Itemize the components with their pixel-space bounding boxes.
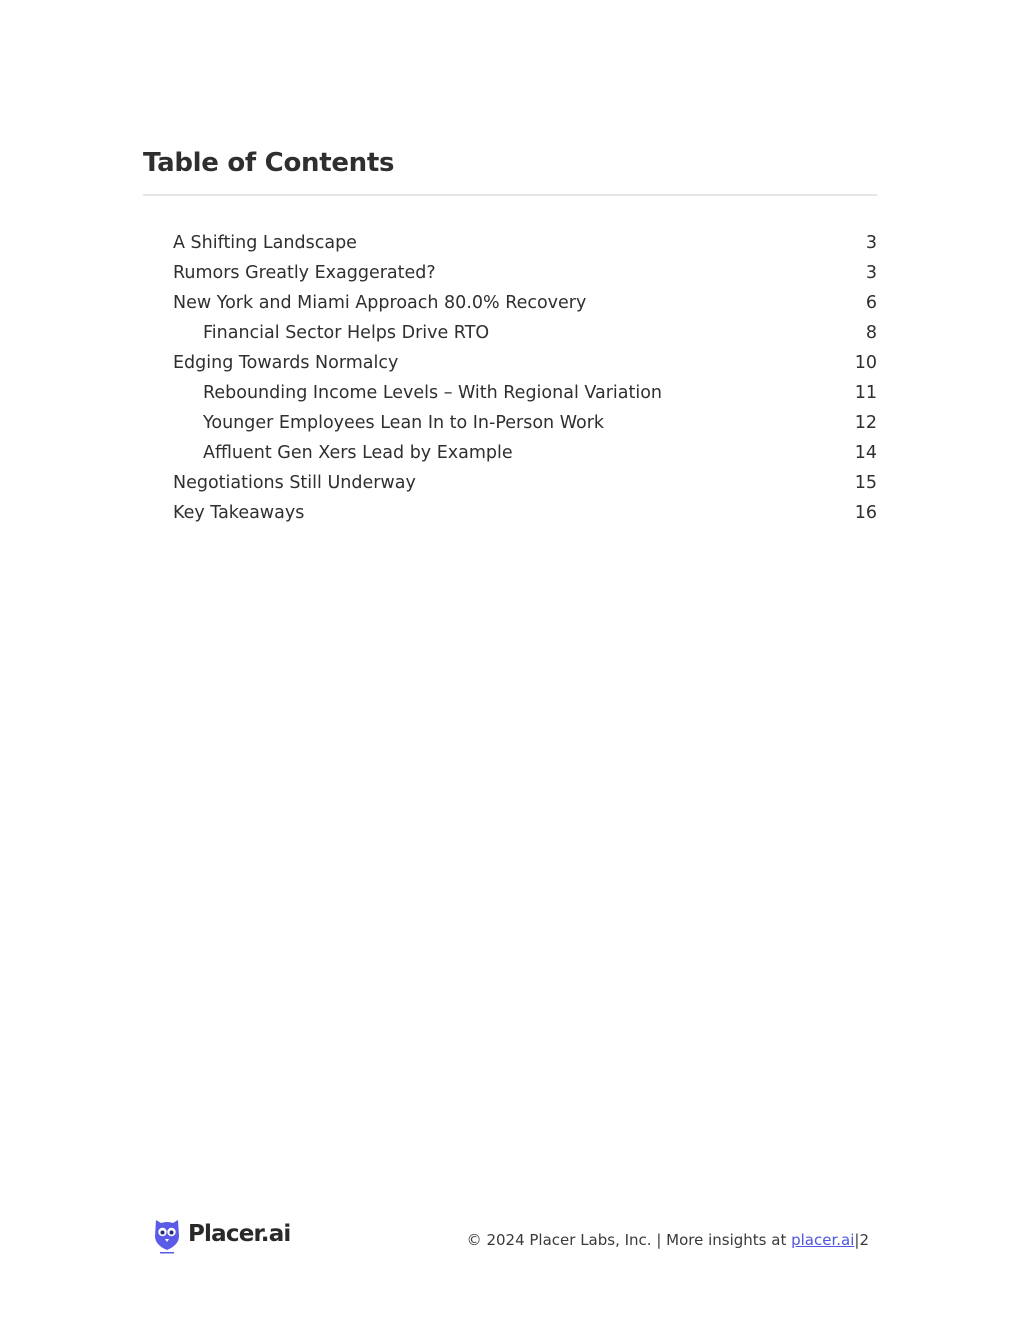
toc-entry[interactable]	[143, 288, 877, 318]
page-title: Table of Contents	[143, 148, 395, 178]
logo-wordmark: Placer.ai	[188, 1221, 291, 1247]
footer-logo	[152, 1213, 291, 1255]
toc-entry-page: 3	[865, 263, 877, 283]
footer-copyright	[467, 1228, 869, 1252]
placer-link[interactable]: placer.ai	[791, 1231, 855, 1249]
toc-entry[interactable]	[143, 348, 877, 378]
toc-entry-title: Younger Employees Lean In to In-Person Work	[203, 413, 605, 433]
toc-entry-title: Key Takeaways	[173, 503, 305, 523]
toc-entry-page: 3	[865, 233, 877, 253]
toc-entry-title: Rebounding Income Levels – With Regional Variation	[203, 383, 663, 403]
toc-entry-title: Financial Sector Helps Drive RTO	[203, 323, 490, 343]
toc-entry-page: 11	[854, 383, 877, 403]
placer-owl-icon	[152, 1214, 182, 1254]
toc-entry-page: 14	[854, 443, 877, 463]
table-of-contents	[143, 228, 877, 528]
toc-entry[interactable]	[143, 258, 877, 288]
toc-entry[interactable]	[143, 468, 877, 498]
toc-entry[interactable]	[143, 498, 877, 528]
toc-entry-title: Rumors Greatly Exaggerated?	[173, 263, 436, 283]
toc-subentry[interactable]	[143, 408, 877, 438]
toc-subentry[interactable]	[143, 378, 877, 408]
toc-entry-page: 10	[854, 353, 877, 373]
toc-entry[interactable]	[143, 228, 877, 258]
footer-separator: |	[854, 1231, 860, 1249]
toc-subentry[interactable]	[143, 438, 877, 468]
toc-entry-page: 12	[854, 413, 877, 433]
toc-entry-title: New York and Miami Approach 80.0% Recovery	[173, 293, 587, 313]
toc-subentry[interactable]	[143, 318, 877, 348]
toc-entry-title: A Shifting Landscape	[173, 233, 357, 253]
toc-entry-title: Negotiations Still Underway	[173, 473, 416, 493]
toc-entry-page: 16	[854, 503, 877, 523]
title-divider	[143, 194, 877, 196]
toc-entry-title: Affluent Gen Xers Lead by Example	[203, 443, 513, 463]
toc-entry-page: 15	[854, 473, 877, 493]
toc-entry-page: 6	[865, 293, 877, 313]
toc-entry-page: 8	[865, 323, 877, 343]
page-number: 2	[859, 1231, 869, 1249]
toc-entry-title: Edging Towards Normalcy	[173, 353, 399, 373]
copyright-text: © 2024 Placer Labs, Inc. | More insights at	[466, 1231, 792, 1249]
